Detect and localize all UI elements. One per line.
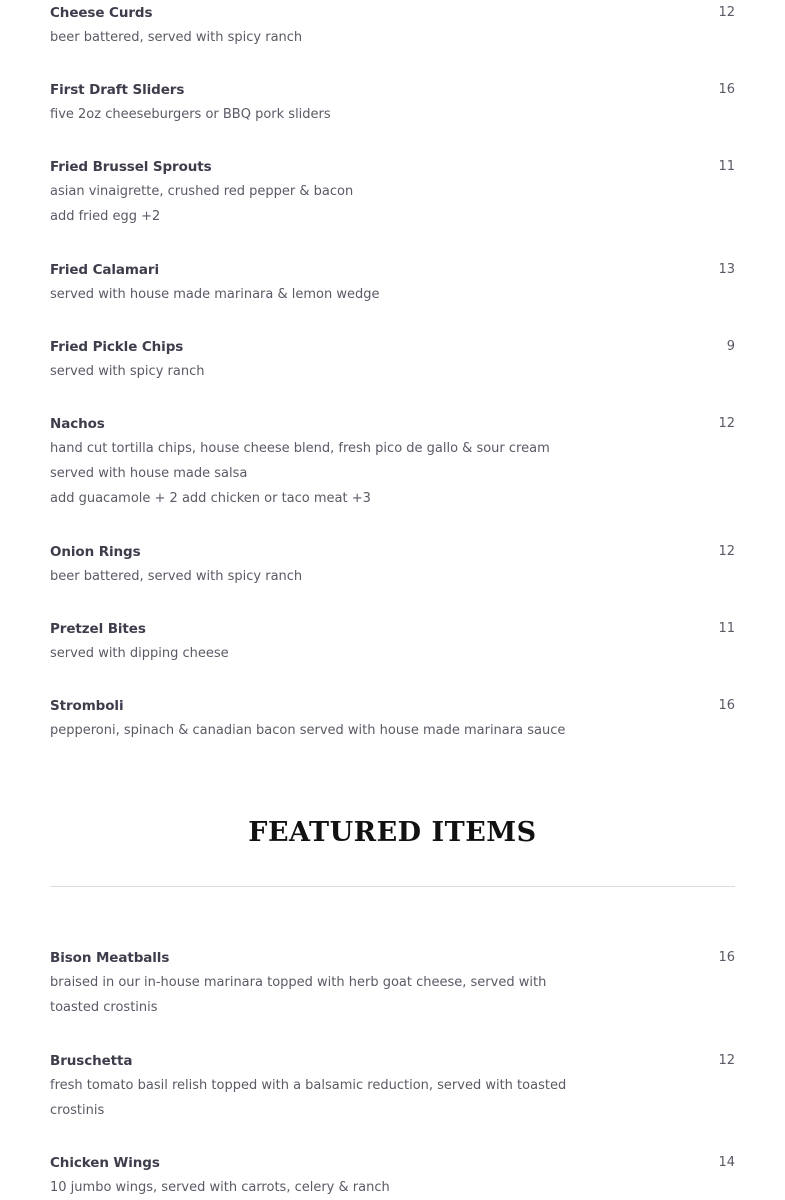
item-description <box>50 564 590 589</box>
item-price: 11 <box>718 159 735 174</box>
item-name: First Draft Sliders <box>50 82 185 98</box>
item-price: 9 <box>726 339 735 354</box>
item-description <box>50 641 590 666</box>
item-description-line: asian vinaigrette, crushed red pepper & bacon <box>50 184 354 199</box>
item-description-line: pepperoni, spinach & canadian bacon served with house made marinara sauce <box>50 723 566 738</box>
item-description-line: served with house made marinara & lemon wedge <box>50 287 380 302</box>
item-description <box>50 25 590 50</box>
item-name: Cheese Curds <box>50 5 153 21</box>
item-price: 12 <box>718 5 735 20</box>
item-name: Fried Pickle Chips <box>50 339 184 355</box>
item-description-line: toasted crostinis <box>50 1000 158 1015</box>
item-description <box>50 179 590 229</box>
item-description-line: served with house made salsa <box>50 466 248 481</box>
item-description-line: add guacamole + 2 add chicken or taco meat +3 <box>50 491 371 506</box>
item-description-line: braised in our in-house marinara topped with herb goat cheese, served with <box>50 975 547 990</box>
section-title-featured-items: FEATURED ITEMS <box>248 817 537 848</box>
item-description-line: beer battered, served with spicy ranch <box>50 569 303 584</box>
item-name: Nachos <box>50 416 105 432</box>
item-description-line: served with spicy ranch <box>50 364 205 379</box>
item-description <box>50 102 590 127</box>
item-description <box>50 359 590 384</box>
item-description-line: crostinis <box>50 1103 105 1118</box>
item-description <box>50 1175 590 1200</box>
item-description-line: 10 jumbo wings, served with carrots, celery & ranch <box>50 1180 390 1195</box>
item-price: 14 <box>718 1155 735 1170</box>
item-description <box>50 1073 590 1123</box>
item-name: Fried Calamari <box>50 262 159 278</box>
item-name: Bison Meatballs <box>50 950 170 966</box>
item-name: Fried Brussel Sprouts <box>50 159 212 175</box>
section-divider <box>50 886 735 887</box>
item-name: Onion Rings <box>50 544 141 560</box>
item-description <box>50 436 590 511</box>
item-price: 12 <box>718 544 735 559</box>
item-name: Stromboli <box>50 698 124 714</box>
item-price: 12 <box>718 1053 735 1068</box>
item-price: 16 <box>718 698 735 713</box>
item-name: Bruschetta <box>50 1053 133 1069</box>
item-description <box>50 970 590 1020</box>
item-description-line: beer battered, served with spicy ranch <box>50 30 303 45</box>
item-price: 16 <box>718 82 735 97</box>
item-name: Pretzel Bites <box>50 621 146 637</box>
item-price: 12 <box>718 416 735 431</box>
item-price: 11 <box>718 621 735 636</box>
item-description-line: served with dipping cheese <box>50 646 229 661</box>
item-description <box>50 282 590 307</box>
item-name: Chicken Wings <box>50 1155 160 1171</box>
item-description-line: hand cut tortilla chips, house cheese blend, fresh pico de gallo & sour cream <box>50 441 550 456</box>
item-price: 13 <box>718 262 735 277</box>
item-price: 16 <box>718 950 735 965</box>
item-description-line: fresh tomato basil relish topped with a balsamic reduction, served with toasted <box>50 1078 567 1093</box>
item-description-line: five 2oz cheeseburgers or BBQ pork sliders <box>50 107 331 122</box>
item-description <box>50 718 590 743</box>
item-description-line: add fried egg +2 <box>50 209 161 224</box>
